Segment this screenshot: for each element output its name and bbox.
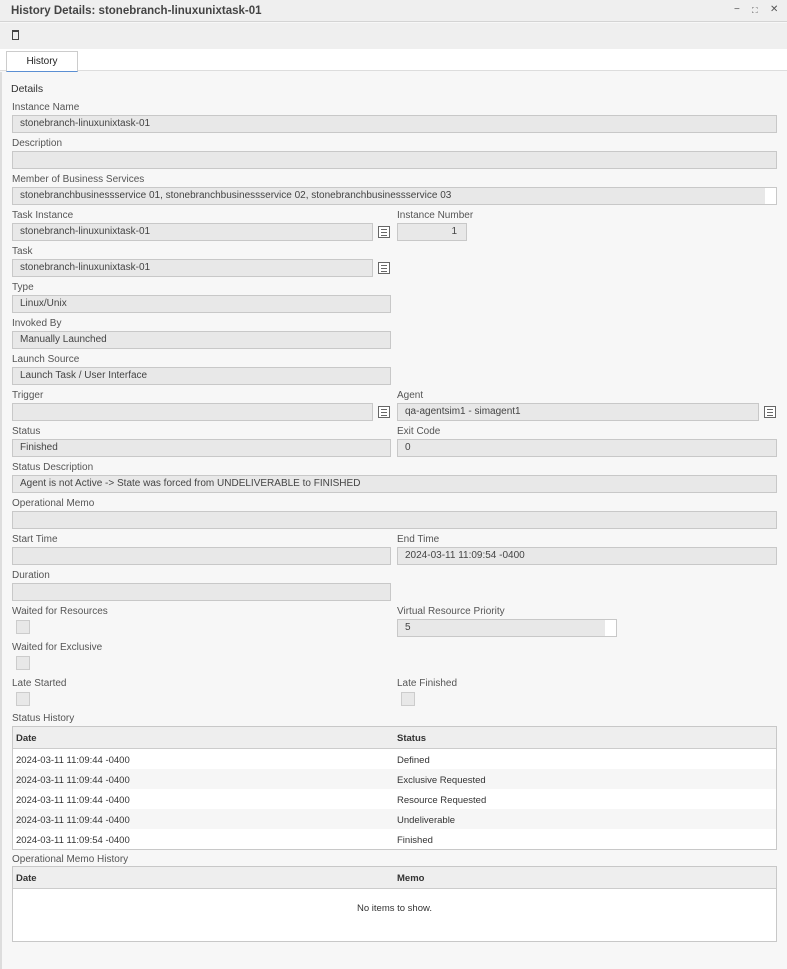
waited-resources-label: Waited for Resources [12, 606, 108, 617]
type-field[interactable]: Linux/Unix [12, 295, 391, 313]
waited-resources-checkbox[interactable] [16, 620, 30, 634]
trigger-label: Trigger [12, 390, 44, 401]
waited-exclusive-checkbox[interactable] [16, 656, 30, 670]
agent-field[interactable]: qa-agentsim1 - simagent1 [397, 403, 759, 421]
duration-field[interactable] [12, 583, 391, 601]
late-finished-checkbox[interactable] [401, 692, 415, 706]
trigger-field[interactable] [12, 403, 373, 421]
instance-name-field[interactable]: stonebranch-linuxunixtask-01 [12, 115, 777, 133]
description-field[interactable] [12, 151, 777, 169]
description-label: Description [12, 138, 63, 149]
close-button[interactable]: ✕ [770, 4, 779, 15]
date-cell: 2024-03-11 11:09:44 -0400 [16, 795, 130, 806]
launch-source-label: Launch Source [12, 354, 80, 365]
details-list-icon[interactable] [764, 406, 776, 418]
column-memo[interactable]: Memo [397, 873, 425, 884]
operational-memo-field[interactable] [12, 511, 777, 529]
tab-bar [0, 49, 787, 71]
date-cell: 2024-03-11 11:09:44 -0400 [16, 755, 130, 766]
operational-memo-label: Operational Memo [12, 498, 95, 509]
task-instance-field[interactable]: stonebranch-linuxunixtask-01 [12, 223, 373, 241]
business-services-field[interactable]: stonebranchbusinessservice 01, stonebranchbusinessservice 02, stonebranchbusinessservice 03 [12, 187, 777, 205]
chevron-down-icon[interactable] [765, 188, 776, 204]
details-list-icon[interactable] [378, 226, 390, 238]
exit-code-field[interactable]: 0 [397, 439, 777, 457]
empty-message: No items to show. [357, 903, 432, 914]
virtual-resource-priority-label: Virtual Resource Priority [397, 606, 505, 617]
table-row[interactable] [13, 829, 776, 849]
status-cell: Defined [397, 755, 430, 766]
memo-history-label: Operational Memo History [12, 854, 129, 865]
late-finished-label: Late Finished [397, 678, 458, 689]
minimize-button[interactable]: − [734, 4, 740, 15]
instance-number-label: Instance Number [397, 210, 474, 221]
business-services-label: Member of Business Services [12, 174, 145, 185]
table-header [13, 727, 776, 749]
section-title: Details [11, 83, 44, 95]
instance-name-label: Instance Name [12, 102, 80, 113]
status-label: Status [12, 426, 41, 437]
status-field[interactable]: Finished [12, 439, 391, 457]
status-description-label: Status Description [12, 462, 94, 473]
table-header [13, 867, 776, 889]
status-cell: Resource Requested [397, 795, 487, 806]
table-row[interactable] [13, 809, 776, 829]
instance-number-field[interactable]: 1 [397, 223, 467, 241]
agent-label: Agent [397, 390, 424, 401]
tab-history[interactable]: History [6, 51, 78, 72]
chevron-down-icon[interactable] [605, 620, 616, 636]
table-row[interactable] [13, 789, 776, 809]
table-row[interactable] [13, 749, 776, 769]
details-list-icon[interactable] [378, 262, 390, 274]
status-cell: Finished [397, 835, 433, 846]
task-label: Task [12, 246, 33, 257]
late-started-checkbox[interactable] [16, 692, 30, 706]
date-cell: 2024-03-11 11:09:44 -0400 [16, 775, 130, 786]
end-time-field[interactable]: 2024-03-11 11:09:54 -0400 [397, 547, 777, 565]
invoked-by-label: Invoked By [12, 318, 62, 329]
table-row[interactable] [13, 769, 776, 789]
duration-label: Duration [12, 570, 50, 581]
task-instance-label: Task Instance [12, 210, 74, 221]
end-time-label: End Time [397, 534, 440, 545]
launch-source-field[interactable]: Launch Task / User Interface [12, 367, 391, 385]
trash-icon[interactable] [12, 30, 19, 40]
toolbar [0, 23, 787, 49]
window-title: History Details: stonebranch-linuxunixtask-01 [11, 5, 262, 17]
column-status[interactable]: Status [397, 733, 427, 744]
status-history-table [12, 726, 777, 850]
task-field[interactable]: stonebranch-linuxunixtask-01 [12, 259, 373, 277]
date-cell: 2024-03-11 11:09:54 -0400 [16, 835, 130, 846]
waited-exclusive-label: Waited for Exclusive [12, 642, 103, 653]
invoked-by-field[interactable]: Manually Launched [12, 331, 391, 349]
details-list-icon[interactable] [378, 406, 390, 418]
late-started-label: Late Started [12, 678, 67, 689]
column-date[interactable]: Date [16, 873, 37, 884]
status-cell: Exclusive Requested [397, 775, 486, 786]
column-date[interactable]: Date [16, 733, 37, 744]
date-cell: 2024-03-11 11:09:44 -0400 [16, 815, 130, 826]
memo-history-table [12, 866, 777, 942]
exit-code-label: Exit Code [397, 426, 441, 437]
status-description-field[interactable]: Agent is not Active -> State was forced from UNDELIVERABLE to FINISHED [12, 475, 777, 493]
start-time-label: Start Time [12, 534, 58, 545]
status-history-label: Status History [12, 713, 75, 724]
start-time-field[interactable] [12, 547, 391, 565]
maximize-button[interactable]: ⛶ [752, 6, 758, 15]
status-cell: Undeliverable [397, 815, 456, 826]
virtual-resource-priority-field[interactable]: 5 [397, 619, 617, 637]
type-label: Type [12, 282, 34, 293]
